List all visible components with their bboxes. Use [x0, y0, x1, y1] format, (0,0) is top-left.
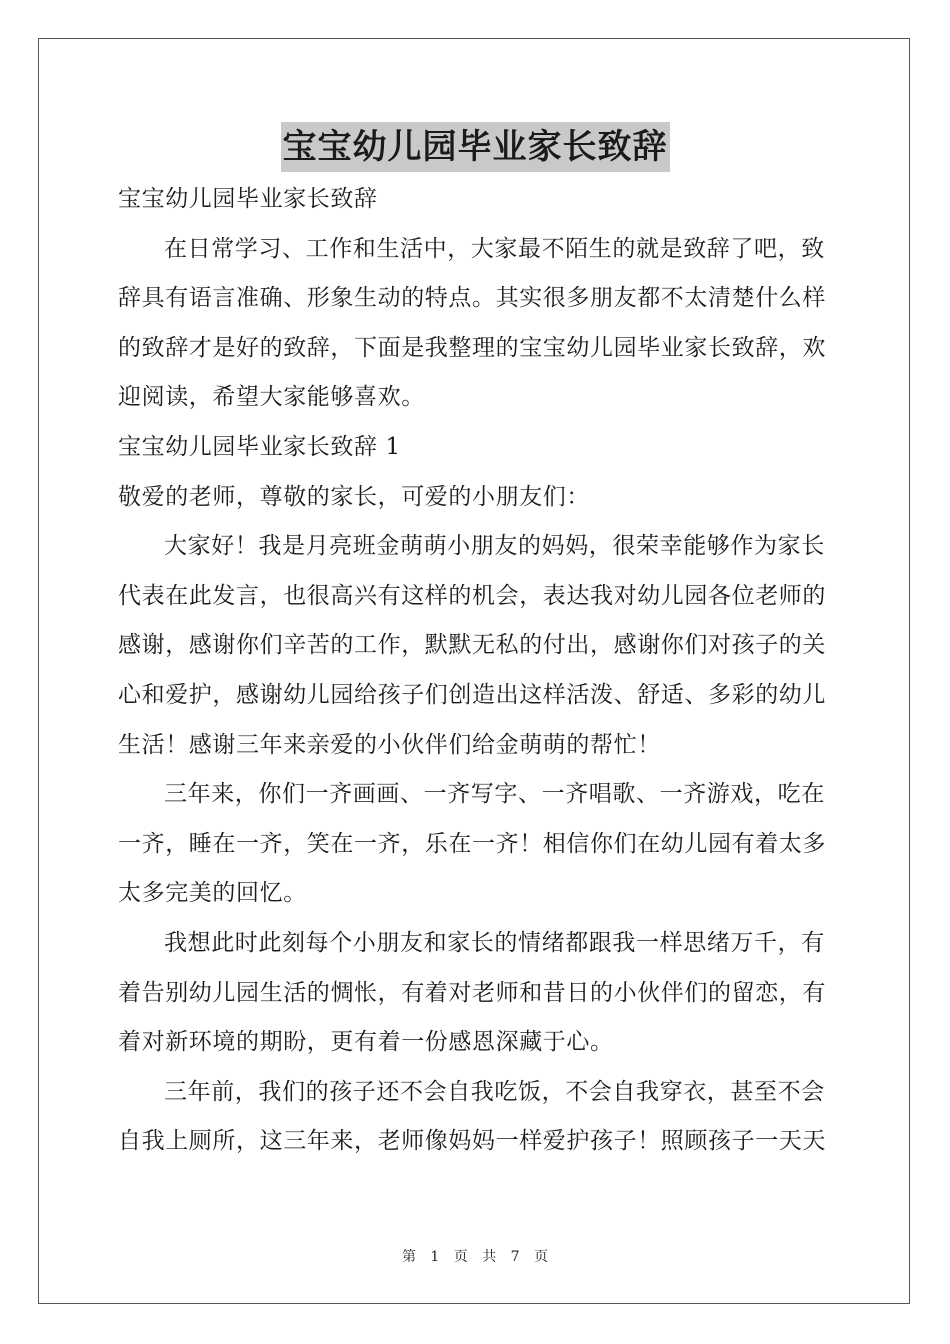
text-line: 迎阅读，希望大家能够喜欢。 [118, 384, 425, 411]
text-line: 太多完美的回忆。 [118, 880, 307, 907]
text-line: 在日常学习、工作和生活中，大家最不陌生的就是致辞了吧，致 [164, 235, 825, 262]
text-line: 的致辞才是好的致辞，下面是我整理的宝宝幼儿园毕业家长致辞，欢 [118, 334, 826, 361]
text-line: 代表在此发言，也很高兴有这样的机会，表达我对幼儿园各位老师的 [118, 582, 826, 609]
section-heading: 宝宝幼儿园毕业家长致辞 1 [118, 433, 401, 460]
document-title: 宝宝幼儿园毕业家长致辞 [281, 122, 670, 172]
text-line: 自我上厕所，这三年来，老师像妈妈一样爱护孩子！照顾孩子一天天 [118, 1128, 826, 1155]
text-line: 辞具有语言准确、形象生动的特点。其实很多朋友都不太清楚什么样 [118, 285, 826, 312]
text-line: 我想此时此刻每个小朋友和家长的情绪都跟我一样思绪万千，有 [164, 929, 825, 956]
text-line: 三年前，我们的孩子还不会自我吃饭，不会自我穿衣，甚至不会 [164, 1078, 825, 1105]
text-line: 着对新环境的期盼，更有着一份感恩深藏于心。 [118, 1029, 614, 1056]
salutation: 敬爱的老师，尊敬的家长，可爱的小朋友们： [118, 483, 590, 510]
page-footer: 第 1 页 共 7 页 [401, 1249, 549, 1265]
text-line: 着告别幼儿园生活的惆怅，有着对老师和昔日的小伙伴们的留恋，有 [118, 979, 826, 1006]
text-line: 感谢，感谢你们辛苦的工作，默默无私的付出，感谢你们对孩子的关 [118, 632, 826, 659]
document-body [118, 175, 834, 1167]
title-container [0, 122, 950, 172]
text-line: 大家好！我是月亮班金萌萌小朋友的妈妈，很荣幸能够作为家长 [164, 533, 825, 560]
text-line: 宝宝幼儿园毕业家长致辞 [118, 186, 378, 212]
text-line: 心和爱护，感谢幼儿园给孩子们创造出这样活泼、舒适、多彩的幼儿 [118, 681, 826, 708]
text-line: 三年来，你们一齐画画、一齐写字、一齐唱歌、一齐游戏，吃在 [164, 781, 825, 808]
text-line: 一齐，睡在一齐，笑在一齐，乐在一齐！相信你们在幼儿园有着太多 [118, 830, 826, 857]
text-line: 生活！感谢三年来亲爱的小伙伴们给金萌萌的帮忙！ [118, 731, 661, 758]
